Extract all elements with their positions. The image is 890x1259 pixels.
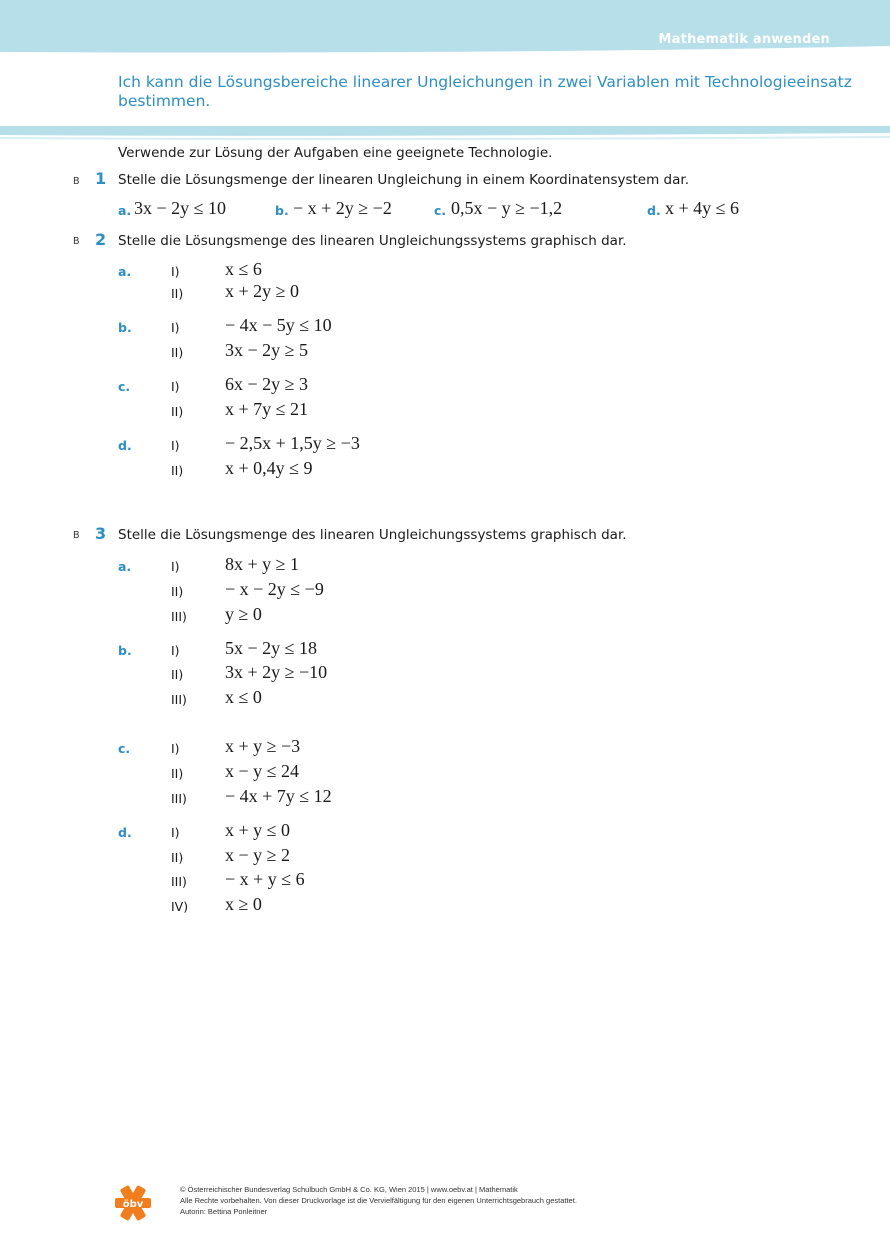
task-3-part-d-row-2-label: II) (171, 850, 184, 865)
task-2-part-c-row-1-label: I) (171, 379, 180, 394)
oebv-logo-text: öbv (122, 1199, 144, 1210)
task-2-level: B (73, 236, 80, 247)
oebv-logo (113, 1183, 153, 1223)
task-2-part-a-row-1-expr: x ≤ 6 (225, 259, 262, 279)
task-1-part-c-expr: 0,5x − y ≥ −1,2 (451, 198, 563, 218)
task-3-prompt: Stelle die Lösungsmenge des linearen Ungleichungssystems graphisch dar. (118, 527, 627, 543)
task-1-part-a-expr: 3x − 2y ≤ 10 (134, 198, 227, 218)
task-3-part-b-row-3-expr: x ≤ 0 (225, 687, 262, 707)
task-3-part-d-row-4-expr: x ≥ 0 (225, 894, 262, 914)
task-2-part-c-row-2-expr: x + 7y ≤ 21 (225, 399, 309, 419)
task-2-part-a-row-2-expr: x + 2y ≥ 0 (225, 281, 300, 301)
task-2-part-c-row-1-expr: 6x − 2y ≥ 3 (225, 374, 309, 394)
task-1-part-c-letter: c. (434, 203, 447, 218)
task-2-part-d-row-1-label: I) (171, 438, 180, 453)
task-3-part-b-row-2-expr: 3x + 2y ≥ −10 (225, 662, 328, 682)
task-2-part-a-row-1-label: I) (171, 264, 180, 279)
intro-text: Verwende zur Lösung der Aufgaben eine geeignete Technologie. (118, 145, 553, 161)
task-2-part-b-row-2-label: II) (171, 345, 184, 360)
task-2-part-c-row-2-label: II) (171, 404, 184, 419)
task-3-part-d-row-3-expr: − x + y ≤ 6 (225, 869, 305, 889)
task-3-part-a-row-1-expr: 8x + y ≥ 1 (225, 554, 300, 574)
task-3-part-b-row-3-label: III) (171, 692, 187, 707)
task-2-number: 2 (95, 230, 107, 249)
task-3-part-d-row-2-expr: x − y ≥ 2 (225, 845, 291, 865)
task-1-part-b-expr: − x + 2y ≥ −2 (293, 198, 392, 218)
task-3-part-d-letter: d. (118, 825, 132, 840)
task-3-part-c-row-1-expr: x + y ≥ −3 (225, 736, 301, 756)
task-3-part-c-row-1-label: I) (171, 741, 180, 756)
task-3-part-a-row-3-expr: y ≥ 0 (225, 604, 262, 624)
task-3-part-a-row-1-label: I) (171, 559, 180, 574)
task-3-part-c-row-3-label: III) (171, 791, 187, 806)
task-3-part-a-letter: a. (118, 559, 132, 574)
task-2-part-d-letter: d. (118, 438, 132, 453)
task-2-part-a-row-2-label: II) (171, 286, 184, 301)
task-1-prompt: Stelle die Lösungsmenge der linearen Ungleichung in einem Koordinatensystem dar. (118, 172, 689, 188)
task-2-part-b-row-2-expr: 3x − 2y ≥ 5 (225, 340, 309, 360)
task-3-number: 3 (95, 524, 107, 543)
task-2-part-c-letter: c. (118, 379, 131, 394)
task-3-part-a-row-2-label: II) (171, 584, 184, 599)
task-1-part-d-expr: x + 4y ≤ 6 (665, 198, 740, 218)
task-2-part-d-row-2-label: II) (171, 463, 184, 478)
task-1-number: 1 (95, 169, 107, 188)
task-3-part-b-row-1-label: I) (171, 643, 180, 658)
task-3-part-b-row-1-expr: 5x − 2y ≤ 18 (225, 638, 318, 658)
wave-divider (0, 123, 890, 143)
task-3-part-c-letter: c. (118, 741, 131, 756)
section-title: Mathematik anwenden (658, 32, 830, 47)
task-2-part-b-row-1-expr: − 4x − 5y ≤ 10 (225, 315, 332, 335)
task-2-part-d-row-1-expr: − 2,5x + 1,5y ≥ −3 (225, 433, 360, 453)
footer-copyright: © Österreichischer Bundesverlag Schulbuch GmbH & Co. KG, Wien 2015 | www.oebv.at | Mathematik (180, 1185, 518, 1194)
task-3-part-c-row-3-expr: − 4x + 7y ≤ 12 (225, 786, 332, 806)
task-3-part-d-row-1-expr: x + y ≤ 0 (225, 820, 291, 840)
task-3-part-c-row-2-expr: x − y ≤ 24 (225, 761, 300, 781)
task-1-part-a-letter: a. (118, 203, 132, 218)
task-3-part-a-row-3-label: III) (171, 609, 187, 624)
task-3-level: B (73, 530, 80, 541)
task-2-part-a-letter: a. (118, 264, 132, 279)
task-1-part-d-letter: d. (647, 203, 661, 218)
footer-rights: Alle Rechte vorbehalten. Von dieser Druckvorlage ist die Vervielfältigung für den eigenen Unterrichtsgebrauch gestattet. (180, 1196, 577, 1205)
footer-author: Autorin: Bettina Ponleitner (180, 1207, 268, 1216)
learning-goal: Ich kann die Lösungsbereiche linearer Ungleichungen in zwei Variablen mit Technologieeinsatz bestimmen. (118, 73, 852, 110)
task-1-level: B (73, 176, 80, 187)
task-3-part-c-row-2-label: II) (171, 766, 184, 781)
task-2-part-b-letter: b. (118, 320, 132, 335)
task-3-part-b-row-2-label: II) (171, 667, 184, 682)
task-2-prompt: Stelle die Lösungsmenge des linearen Ungleichungssystems graphisch dar. (118, 233, 627, 249)
task-1-part-b-letter: b. (275, 203, 289, 218)
task-2-part-b-row-1-label: I) (171, 320, 180, 335)
task-3-part-d-row-1-label: I) (171, 825, 180, 840)
task-3-part-b-letter: b. (118, 643, 132, 658)
task-3-part-d-row-4-label: IV) (171, 899, 189, 914)
task-3-part-d-row-3-label: III) (171, 874, 187, 889)
task-2-part-d-row-2-expr: x + 0,4y ≤ 9 (225, 458, 313, 478)
task-3-part-a-row-2-expr: − x − 2y ≤ −9 (225, 579, 324, 599)
